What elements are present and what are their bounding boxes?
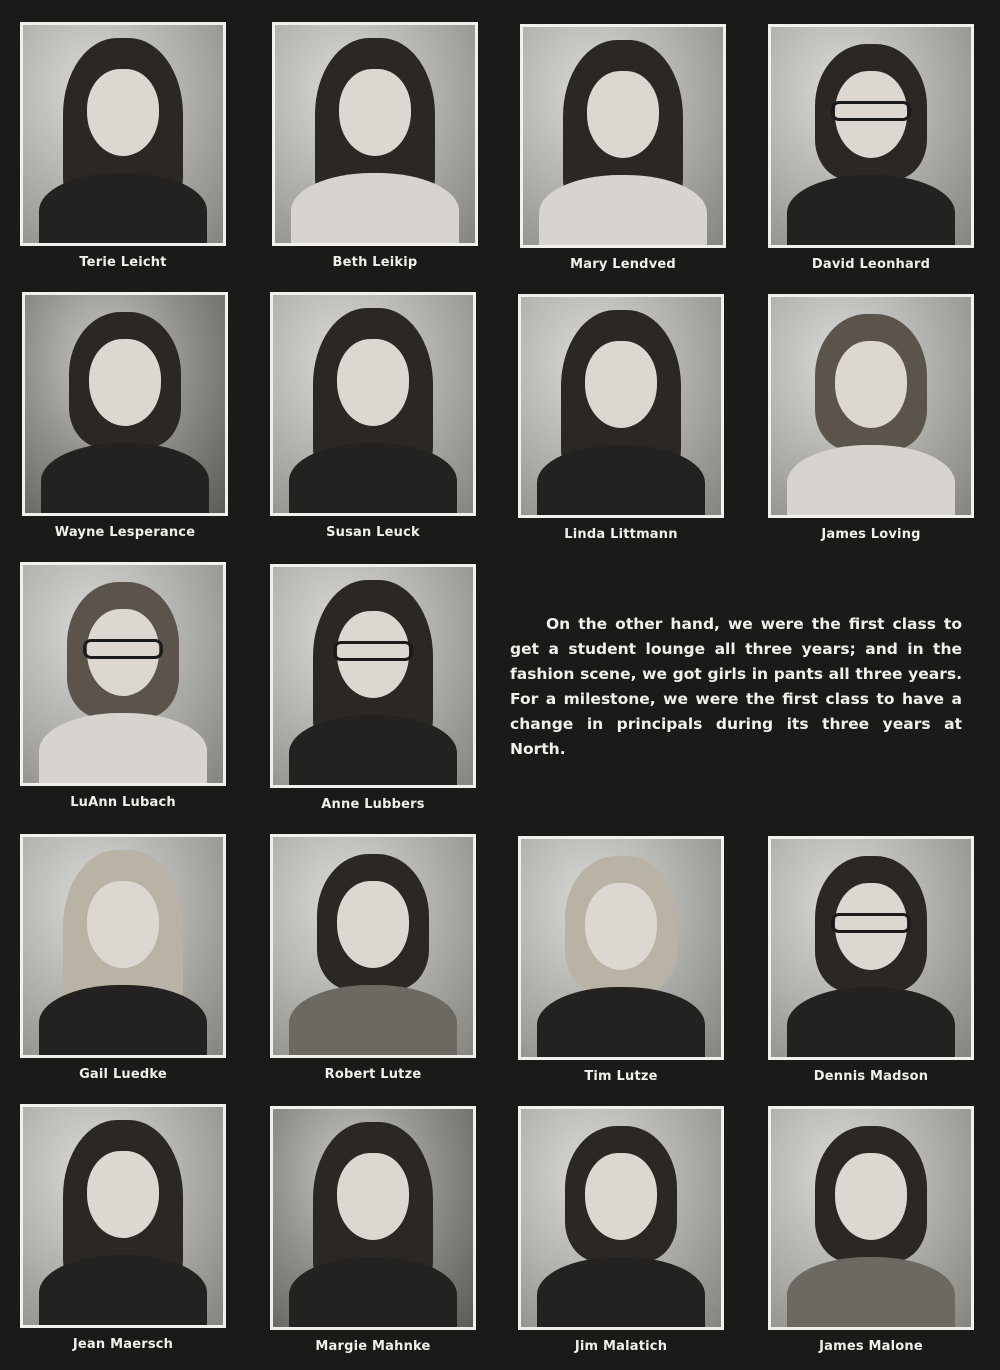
student-card-mary-lendved	[520, 24, 726, 272]
student-photo	[20, 834, 226, 1058]
student-photo	[768, 24, 974, 248]
student-card-margie-mahnke	[270, 1106, 476, 1354]
student-photo	[518, 294, 724, 518]
student-card-anne-lubbers	[270, 564, 476, 812]
student-name: Robert Lutze	[324, 1067, 422, 1082]
student-name: Wayne Lesperance	[54, 525, 196, 540]
student-name: Jean Maersch	[72, 1337, 174, 1352]
student-photo	[270, 1106, 476, 1330]
student-card-james-loving	[768, 294, 974, 542]
student-name: James Malone	[819, 1339, 923, 1354]
student-name: LuAnn Lubach	[70, 795, 176, 810]
student-name: Mary Lendved	[570, 257, 676, 272]
student-card-david-leonhard	[768, 24, 974, 272]
student-name: Tim Lutze	[584, 1069, 658, 1084]
caption-paragraph: On the other hand, we were the first class to get a student lounge all three years; and in the fashion scene, we got girls in pants all three years. For a milestone, we were the first class to have a change in principals during its three years at North.	[510, 615, 962, 758]
student-card-linda-littmann	[518, 294, 724, 542]
student-photo	[518, 836, 724, 1060]
student-photo	[20, 22, 226, 246]
student-name: Linda Littmann	[564, 527, 678, 542]
student-photo	[20, 562, 226, 786]
student-name: David Leonhard	[811, 257, 931, 272]
student-card-dennis-madson	[768, 836, 974, 1084]
student-name: Jim Malatich	[574, 1339, 668, 1354]
student-card-wayne-lesperance	[22, 292, 228, 540]
student-photo	[768, 836, 974, 1060]
student-photo	[270, 292, 476, 516]
student-name: Gail Luedke	[79, 1067, 167, 1082]
student-photo	[270, 834, 476, 1058]
student-card-gail-luedke	[20, 834, 226, 1082]
student-photo	[20, 1104, 226, 1328]
student-card-tim-lutze	[518, 836, 724, 1084]
student-card-susan-leuck	[270, 292, 476, 540]
student-photo	[768, 1106, 974, 1330]
student-card-jim-malatich	[518, 1106, 724, 1354]
student-name: Susan Leuck	[326, 525, 420, 540]
student-photo	[270, 564, 476, 788]
student-photo	[22, 292, 228, 516]
student-photo	[272, 22, 478, 246]
student-name: Terie Leicht	[79, 255, 167, 270]
student-name: Beth Leikip	[332, 255, 418, 270]
student-photo	[518, 1106, 724, 1330]
student-card-luann-lubach	[20, 562, 226, 810]
student-card-robert-lutze	[270, 834, 476, 1082]
student-card-beth-leikip	[272, 22, 478, 270]
student-card-terie-leicht	[20, 22, 226, 270]
student-photo	[768, 294, 974, 518]
student-name: Margie Mahnke	[315, 1339, 431, 1354]
student-photo	[520, 24, 726, 248]
student-name: Anne Lubbers	[321, 797, 425, 812]
student-name: Dennis Madson	[813, 1069, 929, 1084]
student-card-james-malone	[768, 1106, 974, 1354]
student-name: James Loving	[821, 527, 921, 542]
student-card-jean-maersch	[20, 1104, 226, 1352]
